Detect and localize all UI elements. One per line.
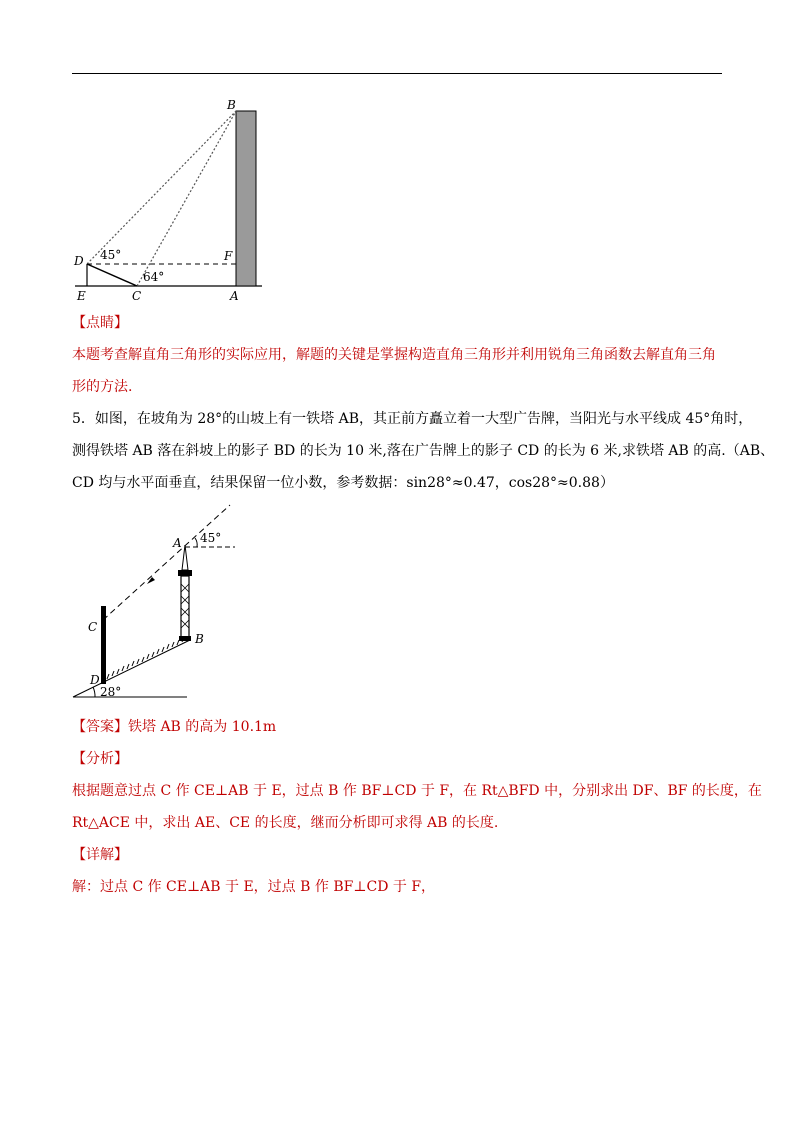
header-rule (72, 73, 722, 74)
label-c: C (132, 289, 142, 303)
label-b: B (195, 632, 204, 646)
figure-building-angles (70, 95, 270, 305)
label-e: E (77, 289, 86, 303)
analysis-heading: 【分析】 (72, 751, 128, 767)
figure-2-svg (65, 500, 265, 705)
problem-5-line-2: 测得铁塔 AB 落在斜坡上的影子 BD 的长为 10 米,落在广告牌上的影子 CD 的长为 6 米,求铁塔 AB 的高.（AB、 (72, 443, 775, 459)
label-f: F (224, 249, 233, 263)
angle-45-label: 45° (100, 248, 122, 262)
dianjing-heading: 【点睛】 (72, 315, 128, 331)
analysis-line-2: Rt△ACE 中，求出 AE、CE 的长度，继而分析即可求得 AB 的长度. (72, 815, 499, 831)
dianjing-line-2: 形的方法. (72, 379, 133, 395)
label-d: D (90, 673, 100, 687)
detail-line-1: 解：过点 C 作 CE⊥AB 于 E，过点 B 作 BF⊥CD 于 F， (72, 879, 436, 895)
problem-5-line-3: CD 均与水平面垂直，结果保留一位小数，参考数据：sin28°≈0.47，cos28°≈0.88） (72, 475, 614, 491)
problem-5-line-1: 5．如图，在坡角为 28°的山坡上有一铁塔 AB，其正前方矗立着一大型广告牌，当阳光与水平线成 45°角时， (72, 411, 753, 427)
label-a: A (173, 536, 182, 550)
figure-1-svg (70, 95, 270, 305)
dianjing-line-1: 本题考查解直角三角形的实际应用，解题的关键是掌握构造直角三角形并利用锐角三角函数去解直角三角 (72, 347, 716, 363)
detail-heading: 【详解】 (72, 847, 128, 863)
angle-slope-label: 28° (100, 685, 122, 699)
angle-sun-label: 45° (200, 531, 222, 545)
label-a: A (230, 289, 239, 303)
label-b: B (227, 98, 236, 112)
label-d: D (74, 254, 84, 268)
analysis-line-1: 根据题意过点 C 作 CE⊥AB 于 E，过点 B 作 BF⊥CD 于 F，在 Rt△BFD 中，分别求出 DF、BF 的长度，在 (72, 783, 762, 799)
answer-line: 【答案】铁塔 AB 的高为 10.1m (72, 719, 277, 735)
figure-tower-slope (65, 500, 265, 705)
angle-64-label: 64° (143, 270, 165, 284)
label-c: C (88, 620, 98, 634)
